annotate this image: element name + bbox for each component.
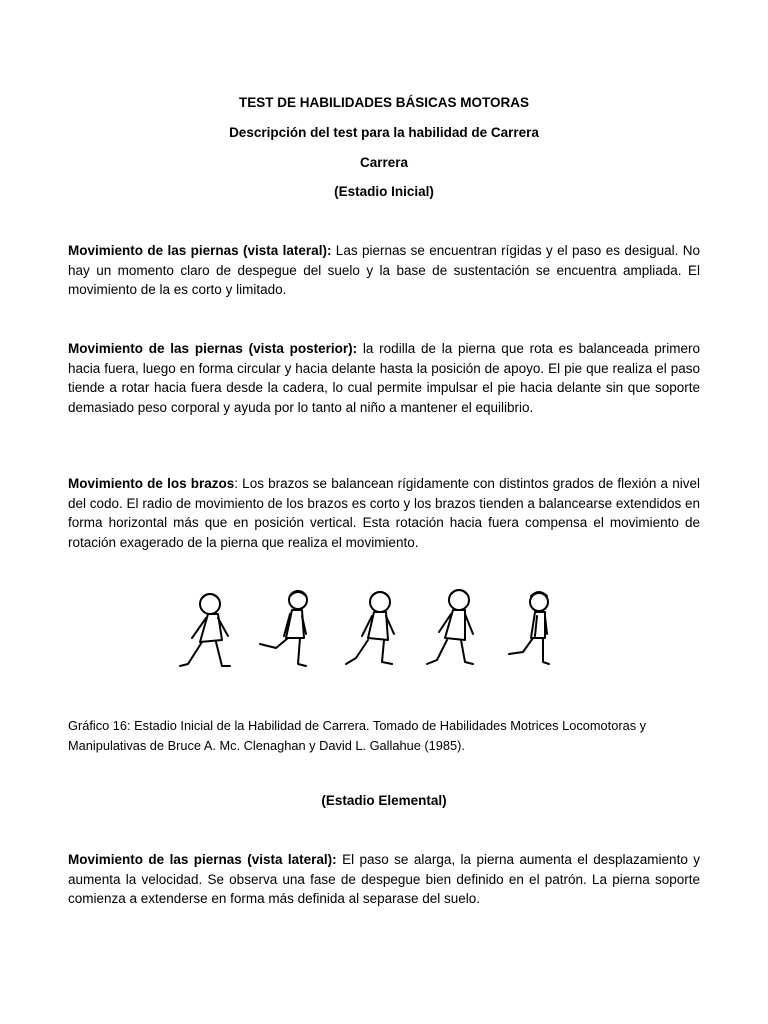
document-title: TEST DE HABILIDADES BÁSICAS MOTORAS: [238, 95, 530, 110]
document-subtitle: Descripción del test para la habilidad de Carrera: [229, 125, 539, 140]
runner-figure-4: [427, 590, 473, 664]
paragraph-heading: Movimiento de los brazos: [68, 476, 235, 491]
paragraph-heading: Movimiento de las piernas (vista lateral):: [68, 243, 332, 258]
paragraph-text: : Los brazos se balancean rígidamente con distintos grados de flexión a nivel del codo. El radio de movimiento de los brazos es corto y los brazos tienden a balancearse extendidos en forma horizontal más que en posición vertical. Esta rotación hacia fuera compensa el movimiento de rotación exagerado de la pierna que realiza el movimiento.: [68, 476, 700, 550]
runner-figure-5: [509, 592, 549, 664]
paragraph-heading: Movimiento de las piernas (vista lateral):: [68, 852, 337, 867]
paragraph-arms: [68, 474, 700, 552]
stage-initial-heading: (Estadio Inicial): [334, 184, 434, 199]
paragraph-legs-lateral: [68, 241, 700, 300]
paragraph-text: Las piernas se encuentran rígidas y el paso es desigual. No hay un momento claro de despegue del suelo y la base de sustentación se encuentra ampliada. El movimiento de la es corto y limitado.: [68, 243, 700, 298]
running-sequence-illustration: [168, 584, 568, 674]
runner-figure-2: [260, 591, 307, 666]
paragraph-text: la rodilla de la pierna que rota es balanceada primero hacia fuera, luego en forma circular y hacia delante hasta la posición de apoyo. El pie que realiza el paso tiende a rotar hacia fuera desde la cadera, lo cual permite impulsar el pie hacia delante sin que soporte demasiado peso corporal y ayuda por lo tanto al niño a mantener el equilibrio.: [68, 341, 700, 415]
runner-figure-1: [180, 594, 230, 666]
paragraph-legs-posterior: [68, 339, 700, 417]
stage-elemental-heading: (Estadio Elemental): [321, 793, 447, 808]
paragraph-text: El paso se alarga, la pierna aumenta el desplazamiento y aumenta la velocidad. Se observa una fase de despegue bien definido en el patrón. La pierna soporte comienza a extenderse en forma más definida al separase del suelo.: [68, 852, 700, 907]
paragraph-heading: Movimiento de las piernas (vista posterior):: [68, 341, 358, 356]
figure-caption: Gráfico 16: Estadio Inicial de la Habilidad de Carrera. Tomado de Habilidades Motrices Locomotoras y Manipulativas de Bruce A. Mc. Clenaghan y David L. Gallahue (1985).: [68, 718, 647, 753]
paragraph-elemental-legs-lateral: [68, 850, 700, 909]
skill-heading: Carrera: [359, 155, 409, 170]
runner-figure-3: [346, 592, 394, 664]
